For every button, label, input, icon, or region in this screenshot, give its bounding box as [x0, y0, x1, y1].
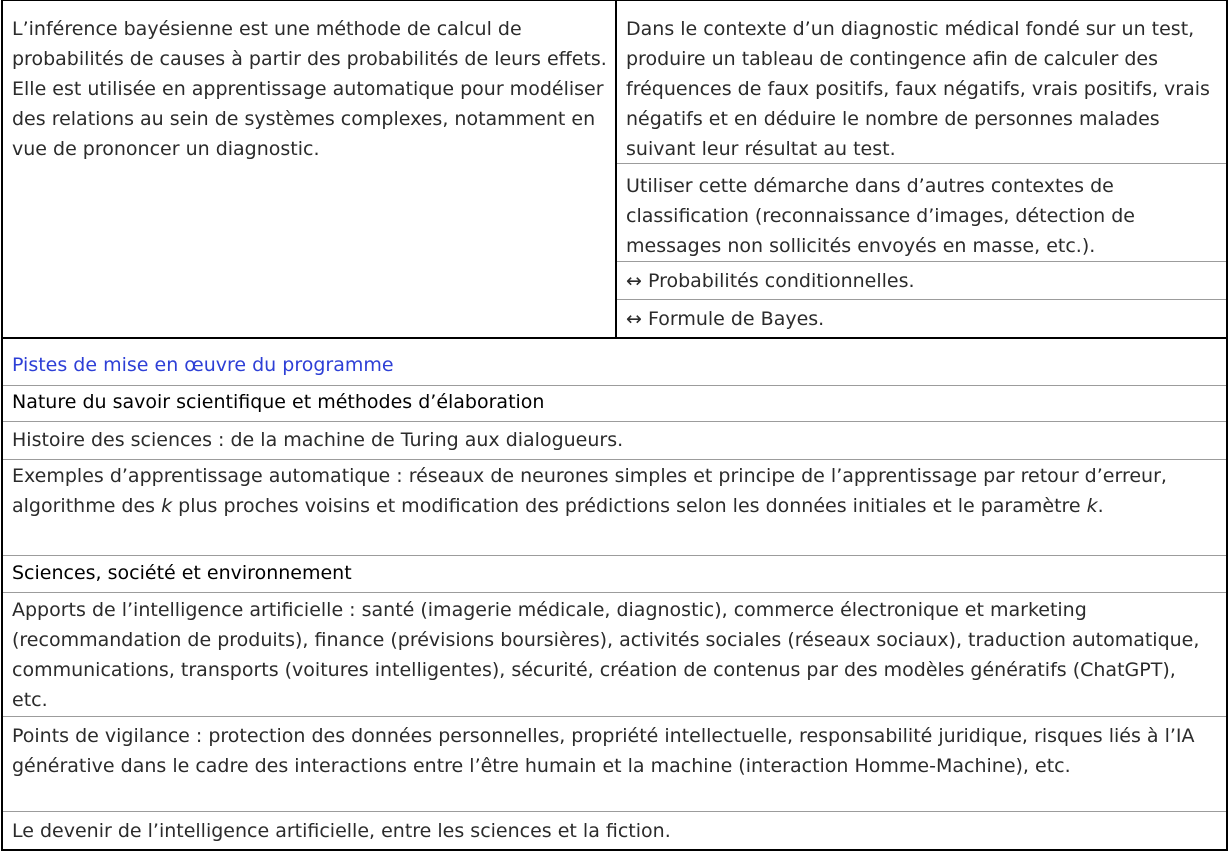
heading-nature-savoir: Nature du savoir scientifique et méthodes d’élaboration [12, 391, 545, 413]
future-ai-paragraph: Le devenir de l’intelligence artificielle, entre les sciences et la fiction. [12, 820, 671, 842]
divider [617, 261, 1226, 262]
divider [3, 716, 1226, 717]
divider [3, 555, 1226, 556]
divider [3, 421, 1226, 422]
cell-knowledge [3, 1, 617, 337]
divider [617, 163, 1226, 164]
program-table [1, 0, 1228, 851]
k-variable: k [161, 495, 173, 517]
ml-examples-paragraph [12, 461, 1217, 521]
divider [617, 299, 1226, 300]
section-title: Pistes de mise en œuvre du programme [12, 354, 394, 376]
table-row-top [3, 1, 1226, 339]
divider [3, 811, 1226, 812]
divider [3, 459, 1226, 460]
ai-contributions-paragraph: Apports de l’intelligence artificielle : santé (imagerie médicale, diagnostic), commerce électronique et marketing (recommandation de produits), finance (prévisions boursières), activités sociales (réseaux sociaux), traduction automatique, communications, transports (voitures intelligentes), sécurité, création de contenus par des modèles génératifs (ChatGPT), etc. [12, 599, 1200, 711]
ml-examples-text-c: . [1097, 495, 1104, 517]
link-bayes-formula: ↔ Formule de Bayes. [626, 308, 825, 330]
skill-paragraph-2: Utiliser cette démarche dans d’autres contextes de classification (reconnaissance d’images, détection de messages non sollicités envoyés en masse, etc.). [626, 175, 1135, 257]
heading-society: Sciences, société et environnement [12, 562, 352, 584]
cell-knowledge-text: L’inférence bayésienne est une méthode de calcul de probabilités de causes à partir des probabilités de leurs effets. Elle est utilisée en apprentissage automatique pour modéliser des relations au sein de systèmes complexes, notamment en vue de prononcer un diagnostic. [12, 18, 607, 160]
divider [3, 385, 1226, 386]
skill-paragraph-1: Dans le contexte d’un diagnostic médical fondé sur un test, produire un tableau de contingence afin de calculer des fréquences de faux positifs, faux négatifs, vrais positifs, vrais négatifs et en déduire le nombre de personnes malades suivant leur résultat au test. [626, 18, 1210, 160]
divider [3, 592, 1226, 593]
vigilance-paragraph: Points de vigilance : protection des données personnelles, propriété intellectuelle, responsabilité juridique, risques liés à l’IA générative dans le cadre des interactions entre l’être humain et la machine (interaction Homme-Machine), etc. [12, 725, 1195, 777]
cell-skills [617, 1, 1226, 337]
link-conditional-probabilities: ↔ Probabilités conditionnelles. [626, 270, 915, 292]
ml-examples-text-a: Exemples d’apprentissage automatique : réseaux de neurones simples et principe de l’apprentissage par retour d’erreur, algorithme des [12, 465, 1167, 517]
history-paragraph: Histoire des sciences : de la machine de Turing aux dialogueurs. [12, 429, 624, 451]
ml-examples-text-b: plus proches voisins et modification des prédictions selon les données initiales et le paramètre [172, 495, 1087, 517]
k-variable: k [1086, 495, 1098, 517]
implementation-section [3, 339, 1226, 849]
